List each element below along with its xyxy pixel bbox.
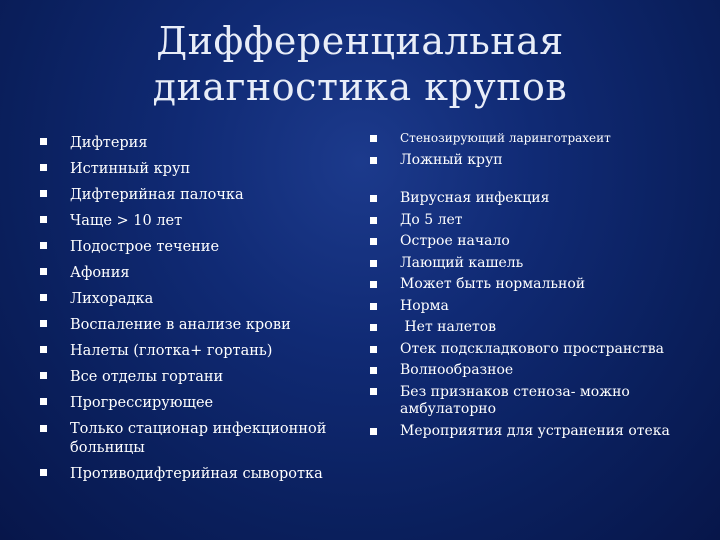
list-spacer: [370, 171, 700, 188]
list-item-text: Дифтерия: [70, 135, 148, 151]
list-item-text: Воспаление в анализе крови: [70, 317, 291, 333]
list-item-text: Налеты (глотка+ гортань): [70, 343, 273, 359]
list-item-text: Волнообразное: [400, 362, 514, 378]
list-item-text: До 5 лет: [400, 211, 463, 228]
list-item-text: Вирусная инфекция: [400, 190, 550, 206]
list-item: [370, 253, 700, 275]
list-item-text: Афония: [70, 265, 130, 281]
list-item-text: Чаще > 10 лет: [70, 213, 183, 229]
list-item-text: Стенозирующий ларинготрахеит: [400, 131, 611, 145]
square-bullet-icon: [370, 217, 377, 224]
slide-title-line-1: Дифференциальная: [156, 19, 564, 63]
list-item-text: Ложный круп: [400, 151, 503, 168]
square-bullet-icon: [40, 294, 47, 301]
slide-title-line-2: диагностика крупов: [152, 65, 568, 109]
list-item: [370, 188, 700, 210]
list-item-text: Истинный круп: [70, 161, 191, 177]
square-bullet-icon: [370, 135, 377, 142]
square-bullet-icon: [370, 388, 377, 395]
list-item-text: Все отделы гортани: [70, 369, 224, 385]
list-item: [370, 360, 700, 382]
square-bullet-icon: [40, 469, 47, 476]
list-item: [40, 156, 340, 182]
square-bullet-icon: [370, 260, 377, 267]
list-item-text: Прогрессирующее: [70, 395, 214, 411]
list-item: [40, 338, 340, 364]
column-header-item: [370, 150, 700, 172]
square-bullet-icon: [40, 398, 47, 405]
square-bullet-icon: [40, 242, 47, 249]
square-bullet-icon: [370, 238, 377, 245]
square-bullet-icon: [370, 428, 377, 435]
list-item-text: Лающий кашель: [400, 254, 524, 271]
list-item: [40, 208, 340, 234]
square-bullet-icon: [40, 164, 47, 171]
square-bullet-icon: [40, 372, 47, 379]
list-item-text: Лихорадка: [70, 291, 154, 307]
slide-title: [120, 18, 600, 110]
list-item-text: Отек подскладкового пространства: [400, 340, 665, 357]
square-bullet-icon: [370, 157, 377, 164]
list-item: [40, 461, 340, 487]
list-item-text: Нет налетов: [400, 319, 497, 335]
list-item: [370, 421, 700, 443]
list-item: [370, 382, 700, 421]
square-bullet-icon: [40, 320, 47, 327]
square-bullet-icon: [370, 324, 377, 331]
list-item: [370, 210, 700, 232]
square-bullet-icon: [40, 425, 47, 432]
list-item: [40, 364, 340, 390]
square-bullet-icon: [40, 216, 47, 223]
list-item-text: Подострое течение: [70, 239, 220, 255]
list-item-text: Норма: [400, 297, 449, 314]
list-item-text: Мероприятия для устранения отека: [400, 422, 670, 439]
list-item-text: Только стационар инфекционной больницы: [70, 421, 327, 456]
list-item-text: Острое начало: [400, 233, 510, 249]
list-item: [370, 274, 700, 296]
list-item-text: Дифтерийная палочка: [70, 187, 244, 203]
list-item: [370, 339, 700, 361]
list-item-text: Противодифтерийная сыворотка: [70, 466, 323, 482]
list-item: [40, 182, 340, 208]
square-bullet-icon: [370, 195, 377, 202]
list-item: [370, 231, 700, 253]
list-item: [40, 130, 340, 156]
list-item: [40, 260, 340, 286]
square-bullet-icon: [370, 346, 377, 353]
square-bullet-icon: [370, 367, 377, 374]
square-bullet-icon: [40, 268, 47, 275]
list-item-text: Может быть нормальной: [400, 276, 586, 292]
list-item: [40, 312, 340, 338]
list-item: [370, 296, 700, 318]
column-header-item: [370, 128, 700, 150]
list-item-text: Без признаков стеноза- можно амбулаторно: [400, 383, 630, 417]
list-item: [40, 234, 340, 260]
right-column-list: [370, 128, 700, 442]
list-item: [40, 390, 340, 416]
square-bullet-icon: [370, 281, 377, 288]
square-bullet-icon: [40, 346, 47, 353]
list-item: [40, 286, 340, 312]
list-item: [370, 317, 700, 339]
list-item: [40, 416, 340, 461]
square-bullet-icon: [40, 138, 47, 145]
square-bullet-icon: [370, 303, 377, 310]
square-bullet-icon: [40, 190, 47, 197]
left-column-list: [40, 130, 340, 487]
